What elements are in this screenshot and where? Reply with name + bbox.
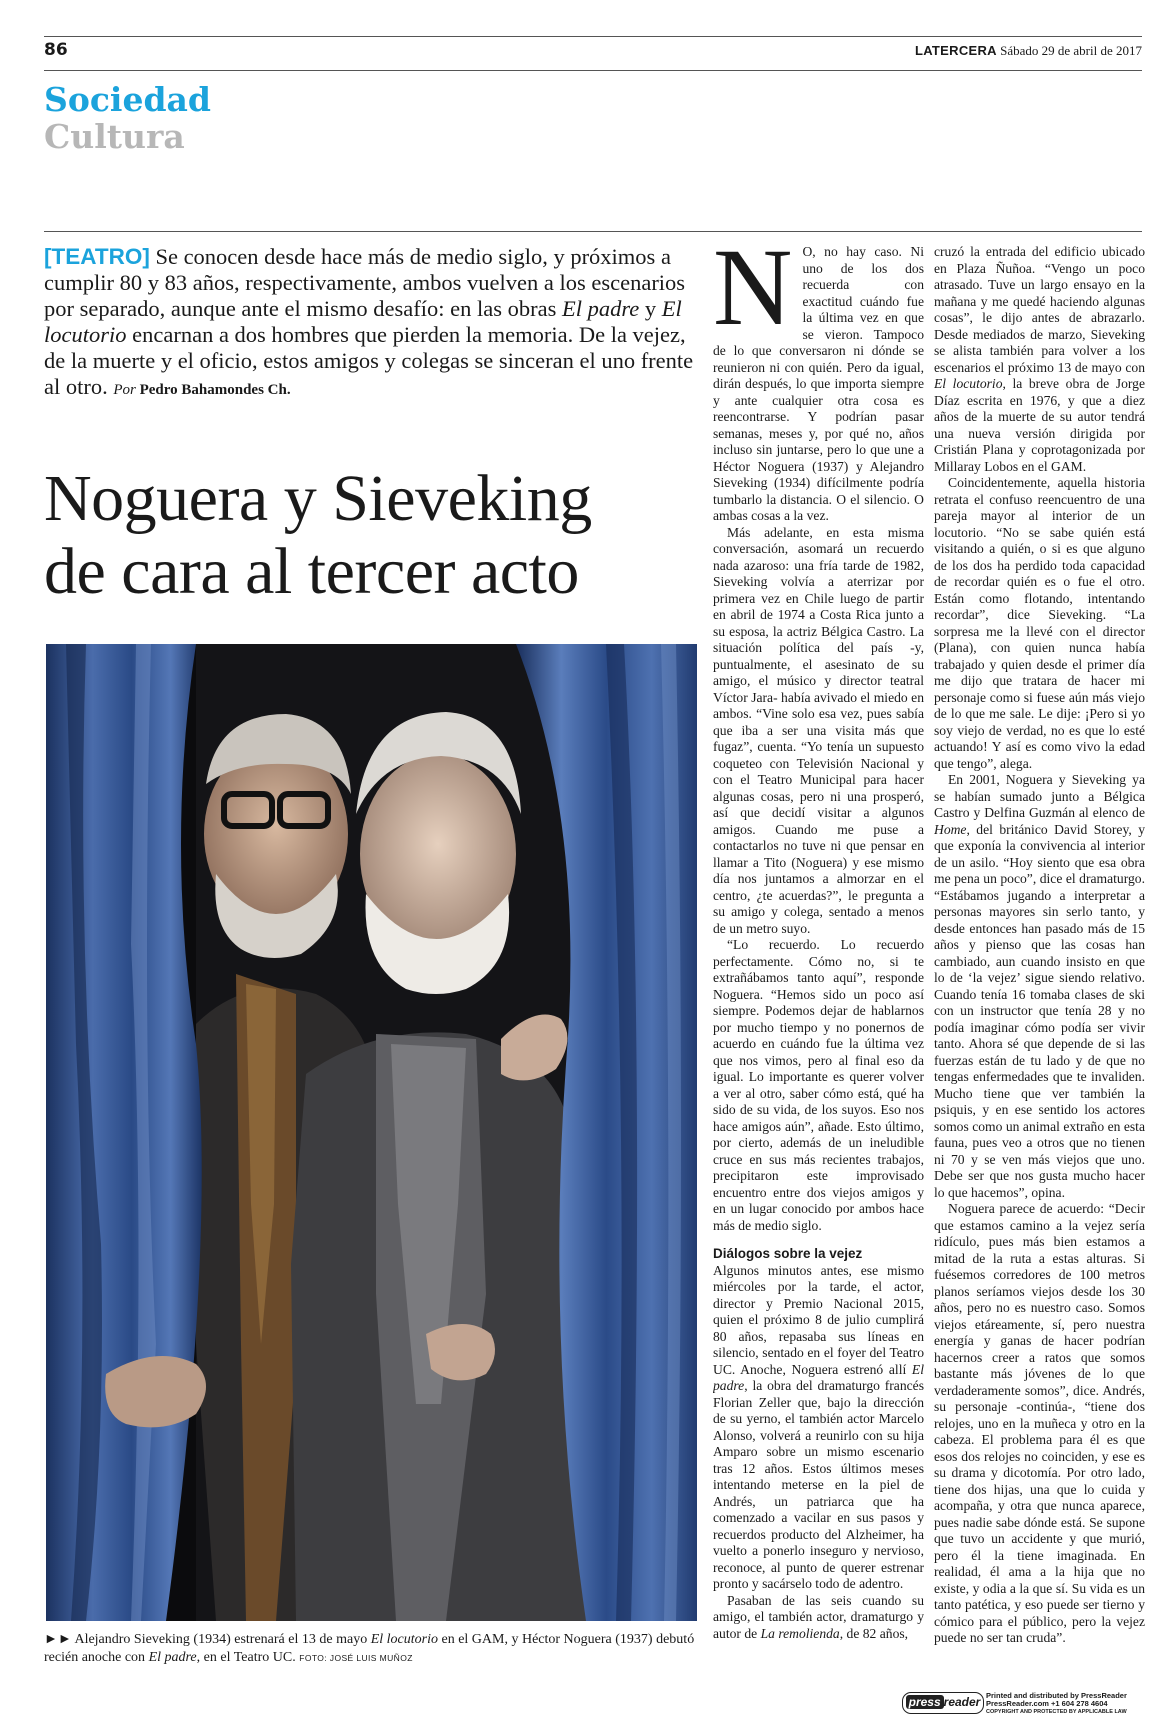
subsection-label: Cultura	[44, 117, 185, 156]
photo-caption	[44, 1631, 704, 1667]
body-paragraph	[713, 244, 924, 525]
body-column-1	[713, 244, 924, 1664]
top-rule	[44, 36, 1142, 37]
folio	[915, 43, 1142, 59]
kicker-tag: [TEATRO]	[44, 244, 150, 269]
headline-line: de cara al tercer acto	[44, 535, 579, 608]
paragraph-work: La remolienda	[760, 1625, 840, 1641]
photo-credit: FOTO: JOSÉ LUIS MUÑOZ	[299, 1653, 413, 1663]
body-paragraph	[713, 1593, 924, 1643]
body-paragraph: Noguera parece de acuerdo: “Decir que estamos camino a la vejez sería ridículo, pues más bien estamos a mitad de la ruta a estas alturas. Si fuésemos corredores de 100 metros planos seríamos viejos desde los 30 años, pero no es nuestro caso. Somos viejos etáreamente, sí, pero nuestra energía y ganas de hacer podrían hacernos creer a ratos que somos bastante más jóvenes de lo que verdaderamente somos”, dice. Andrés, su personaje -continúa-, “tiene dos relojes, uno en la muñeca y otro en la cabeza. El problema para él es que esos dos relojes no coinciden, y ese es su drama y dicotomía. Por otro lado, tiene dos hijas, una que lo cuida y acompaña, y otra que nunca aparece, pues nadie sabe dónde está. Se supone que tuvo un accidente y que murió, pero él la tiene imaginada. En realidad, él ama a la hija que no existe, y odia a la que sí. Su vida es un tanto patética, y eso puede ser tierno y cómico para el público, pero la vejez puede no ser tan cruda”.	[934, 1201, 1145, 1645]
pressreader-line: PressReader.com +1 604 278 4604	[986, 1699, 1108, 1708]
pressreader-line: Printed and distributed by PressReader	[986, 1691, 1127, 1700]
kicker-text: Se conocen desde hace más de medio siglo, y próximos a cumplir 80 y 83 años, respectivamente, ambos vuelven a los escenarios por separado, aunque ante el mismo desafío: en las obras	[44, 244, 686, 321]
subhead: Diálogos sobre la vejez	[713, 1246, 863, 1261]
paragraph-text: O, no hay caso. Ni uno de los dos recuerda con exactitud cuándo fue la última vez en que se vieron. Tampoco de lo que conversaron ni dónde se reunieron ni con quién. Pero da igual, dirán después, lo que importa siempre y ante cualquier otra cosa es reencontrarse. Y podrían pasar semanas, meses y, por qué no, años incluso sin juntarse, pero lo que une a Héctor Noguera (1937) y Alejandro Sieveking (1934) difícilmente podría tumbarlo la distancia. O el silencio. O ambas cosas a la vez.	[713, 244, 924, 523]
section-label: Sociedad	[44, 80, 211, 119]
caption-text: , en el Teatro UC.	[196, 1650, 300, 1665]
paragraph-text: En 2001, Noguera y Sieveking ya se habían sumado junto a Bélgica Castro y Delfina Guzmán al elenco de	[934, 772, 1145, 820]
pressreader-logo	[902, 1692, 984, 1714]
body-paragraph: “Lo recuerdo. Lo recuerdo perfectamente. Cómo no, si te extrañábamos tanto aquí”, responde Noguera. “Hemos sido un poco así siempre. Podemos dejar de hablarnos por mucho tiempo y no ponernos de acuerdo en cuándo fue la última vez que nos vimos, pero al final eso da igual. Lo importante es querer volver a ver al otro, saber cómo está, qué ha sido de su vida, de los suyos. Eso nos hace amigos aún”, añade. Esto último, por cierto, además de un ineludible cruce en sus más recientes trabajos, precipitaron este improvisado encuentro entre dos viejos amigos y en un lugar conocido por ambos hace más de medio siglo.	[713, 937, 924, 1233]
caption-arrows: ►►	[44, 1632, 75, 1647]
logo-reader: reader	[943, 1695, 981, 1709]
body-paragraph: Más adelante, en esta misma conversación, asomará un recuerdo nada azaroso: una fría tarde de 1982, Sieveking volvía a aterrizar por primera vez en Chile luego de partir en abril de 1974 a Costa Rica junto a su esposa, la actriz Bélgica Castro. La situación política del país -y, puntualmente, el asesinato de su amigo, el músico y director teatral Víctor Jara- había avivado el miedo en ambos. “Vine solo esa vez, pues sabía que iba a ser una visita más que fugaz”, cuenta. “Yo tenía un supuesto coqueteo con Televisión Nacional y con el Teatro Municipal para hacer algunas cosas, pero ni una prosperó, así que decidí visitar a algunos amigos. Cuando me puse a contactarlos no tuve ni que pensar en llamar a Tito (Noguera) y ese mismo día nos juntamos a almorzar en el centro, ¿te acuerdas?”, le pregunta a su amigo y colega, sentado a menos de un metro suyo.	[713, 524, 924, 936]
byline-author: Pedro Bahamondes Ch.	[139, 382, 291, 398]
paragraph-text: , de 82 años,	[839, 1625, 909, 1641]
paragraph-text: Pasaban de las seis cuando su amigo, el también actor, dramaturgo y autor de	[713, 1592, 924, 1641]
paragraph-text: Algunos minutos antes, ese mismo miércoles por la tarde, el actor, director y Premio Nacional 2015, quien el próximo 8 de julio cumplirá 80 años, repasaba sus líneas en silencio, sentado en el foyer del Teatro UC. Anoche, Noguera estrenó allí	[713, 1262, 924, 1377]
caption-text: Alejandro Sieveking (1934) estrenará el 13 de mayo	[74, 1632, 371, 1647]
paragraph-text: cruzó la entrada del edificio ubicado en Plaza Ñuñoa. “Vengo un poco atrasado. Tuve un largo ensayo en la mañana y me quedé haciendo algunas cosas”, le dijo antes de abrazarlo. Desde mediados de marzo, Sieveking se alista también para volver a los escenarios el próximo 13 de mayo con	[934, 244, 1145, 375]
drop-cap: N	[713, 244, 793, 348]
body-paragraph	[934, 772, 1145, 1201]
kicker	[44, 244, 700, 403]
kicker-text: encarnan a dos hombres que pierden la memoria. De la vejez, de la muerte y el oficio, estos amigos y colegas se sinceran el uno frente al otro.	[44, 322, 694, 399]
paragraph-text: , del británico David Storey, y que exponía la convivencia al interior de un asilo. “Hoy siento que esa obra me pena un poco”, dice el dramaturgo. “Estábamos jugando a interpretar a personas mayores sin serlo tanto, y desde entonces han pasado más de 15 años y pienso que las cosas han cambiado, aun cuando insisto en que lo de ‘la vejez’ sigue siendo relativo. Cuando tenía 16 tomaba clases de ski con un instructor que tenía 28 y no podía imaginar cómo podía ser vivir tanto. Ahora sé que depende de si las fuerzas están de tu lado y de que no tengas enfermedades que te invaliden. Mucho tiene que ver también la psiquis, y en ese sentido los actores somos como un animal extraño en esta fauna, pues veo a otros que no tienen ni 70 y se ven más viejos que uno. Debe ser que nos gusta mucho hacer lo que hacemos”, opina.	[934, 821, 1145, 1200]
logo-press: press	[906, 1695, 944, 1709]
brand: LATERCERA	[914, 43, 997, 58]
paragraph-text: , la obra del dramaturgo francés Florian Zeller que, bajo la dirección de su yerno, el también actor Marcelo Alonso, volverá a reunirlo con su hija Amparo sobre un mismo escenario tras 12 años. Estos últimos meses intentando meterse en la piel de Andrés, un patriarca que ha comenzado a vacilar en sus pasos y recuerdos producto del Alzheimer, ha vuelto a ponerlo inseguro y nervioso, reconoce, al punto de querer estrenar pronto y sacárselo todo de adentro.	[713, 1378, 924, 1591]
article-photo	[46, 644, 697, 1621]
issue-date: Sábado 29 de abril de 2017	[1000, 43, 1142, 58]
kicker-work: El padre	[561, 296, 640, 321]
body-paragraph	[713, 1263, 924, 1593]
paragraph-work: Home	[934, 821, 967, 837]
page-number: 86	[44, 40, 68, 60]
pressreader-footer	[902, 1691, 1148, 1715]
caption-text: en el GAM, y Héctor Noguera (1937) debutó recién anoche con	[44, 1632, 695, 1665]
paragraph-work: El locutorio	[934, 376, 1003, 391]
body-paragraph	[934, 244, 1145, 475]
body-paragraph: Coincidentemente, aquella historia retrata el confuso reencuentro de una pareja mayor al interior de un locutorio. “No se sabe quién está visitando a quién, o si es que alguno de los dos ha perdido toda capacidad de recordar quién es o fue el otro. Están como flotando, intentando recordar”, dice Sieveking. “La sorpresa me la llevé con el director (Plana), con quien nunca había trabajado y quien desde el primer día me dijo que tratara de hacer mi personaje como si fuese aún más viejo de lo que me sale. Le dije: ¡Pero si yo soy viejo de verdad, no es que lo esté actuando! Y así es como vivo la edad que tengo”, alega.	[934, 475, 1145, 771]
paragraph-text: , la breve obra de Jorge Díaz escrita en 1976, y que a diez años de la muerte de su autor tendrá una nueva versión dirigida por Cristián Plana y coprotagonizada por Millaray Lobos en el GAM.	[934, 376, 1145, 474]
paragraph-work: El padre	[713, 1361, 924, 1393]
pressreader-line: COPYRIGHT AND PROTECTED BY APPLICABLE LAW	[986, 1709, 1127, 1715]
headline-line: Noguera y Sieveking	[44, 462, 592, 535]
caption-work: El padre	[148, 1650, 197, 1665]
byline	[113, 382, 290, 398]
kicker-text: y	[639, 296, 662, 321]
body-column-2	[934, 244, 1145, 1664]
article-top-rule	[44, 231, 1142, 232]
header-rule	[44, 70, 1142, 71]
headline	[44, 462, 704, 608]
kicker-work: El locutorio	[44, 296, 682, 347]
caption-work: El locutorio	[370, 1632, 438, 1647]
pressreader-info	[986, 1692, 1127, 1716]
byline-prefix: Por	[113, 382, 140, 398]
